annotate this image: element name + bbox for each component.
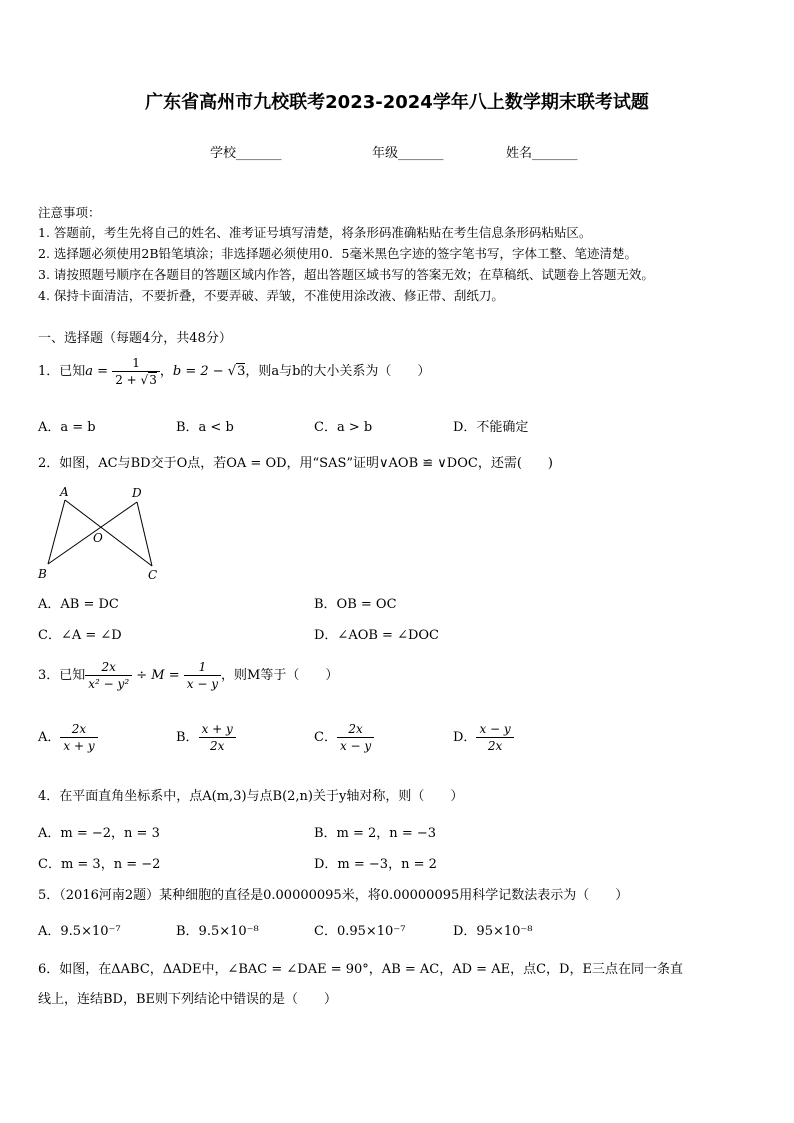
note-item: 2. 选择题必须使用2B铅笔填涂；非选择题必须使用0．5毫米黑色字迹的签字笔书写，字体工整、笔迹清楚。 — [38, 246, 637, 261]
q1-b-expr: b = 2 − — [172, 364, 228, 379]
note-item: 3. 请按照题号顺序在各题目的答题区域内作答，超出答题区域书写的答案无效；在草稿纸、试题卷上答题无效。 — [38, 267, 654, 282]
q3-middle: ÷ M = — [132, 668, 184, 683]
label-a: A — [60, 485, 69, 499]
q3-option-b: B． $\frac{x + y}{2x}$ — [176, 721, 236, 754]
q1-fraction: $\frac{1}{2 + √3}$ — [112, 355, 160, 388]
q4-option-d: D．m = −3，n = 2 — [314, 857, 437, 872]
q1-suffix: ，则a与b的大小关系为（ ） — [245, 364, 431, 379]
question-2: 2．如图，AC与BD交于O点，若OA = OD，用“SAS”证明∨AOB ≌ ∨DOC，还需( ) — [38, 456, 553, 471]
q1-option-a: A．a = b — [38, 420, 96, 435]
question-4: 4．在平面直角坐标系中，点A(m,3)与点B(2,n)关于y轴对称，则（ ） — [38, 789, 464, 804]
q2-option-b: B．OB = OC — [314, 597, 397, 612]
q3-fraction-1: $\frac{2x}{\text{x² − y²}}$ — [85, 659, 132, 692]
q3-fraction-2: $\frac{1}{x - y}$ — [184, 659, 221, 692]
q4-option-c: C．m = 3，n = −2 — [38, 857, 161, 872]
name-field: 姓名_______ — [506, 146, 578, 161]
q2-figure — [36, 482, 166, 582]
question-1: 1．已知a = $\frac{1}{2 + √3}$ ，b = 2 − √3，则a与b的大小关系为（ ） — [38, 356, 431, 387]
q3-suffix: ，则M等于（ ） — [221, 668, 339, 683]
label-d: D — [132, 486, 142, 500]
school-field: 学校_______ — [210, 146, 282, 161]
question-6-line-2: 线上，连结BD，BE则下列结论中错误的是（ ） — [38, 992, 338, 1007]
q1-var-a: a — [85, 364, 94, 379]
note-item: 1. 答题前，考生先将自己的姓名、准考证号填写清楚，将条形码准确粘贴在考生信息条形码粘贴区。 — [38, 225, 592, 240]
q3-option-a: A． $\frac{2x}{x + y}$ — [38, 721, 98, 754]
q4-option-a: A．m = −2，n = 3 — [38, 826, 160, 841]
q1-eq: = — [93, 364, 113, 379]
question-5: 5．（2016河南2题）某种细胞的直径是0.00000095米，将0.00000095用科学记数法表示为（ ） — [38, 888, 629, 903]
note-item: 4. 保持卡面清洁，不要折叠，不要弄破、弄皱，不准使用涂改液、修正带、刮纸刀。 — [38, 288, 504, 303]
q1-option-b: B．a < b — [176, 420, 234, 435]
q3-option-c: C． $\frac{2x}{x - y}$ — [314, 721, 374, 754]
question-3 — [38, 659, 338, 692]
section-heading: 一、选择题（每题4分，共48分） — [38, 331, 232, 346]
label-c: C — [148, 568, 158, 582]
q2-option-c: C．∠A = ∠D — [38, 628, 122, 643]
q4-option-b: B．m = 2，n = −3 — [314, 826, 437, 841]
grade-field: 年级_______ — [372, 146, 444, 161]
q5-option-c: C．0.95×10⁻⁷ — [314, 924, 406, 939]
q5-option-a: A．9.5×10⁻⁷ — [38, 924, 121, 939]
q1-prefix: 1．已知 — [38, 364, 86, 379]
question-6-line-1: 6．如图，在ΔABC，ΔADE中，∠BAC = ∠DAE = 90°，AB = AC，AD = AE，点C，D，E三点在同一条直 — [38, 962, 683, 977]
q3-prefix: 3．已知 — [38, 668, 86, 683]
q5-option-b: B．9.5×10⁻⁸ — [176, 924, 259, 939]
label-b: B — [38, 567, 47, 581]
q1-b-sqrt: 3 — [237, 364, 246, 379]
q3-option-d: D． $\frac{x - y}{2x}$ — [453, 721, 514, 754]
q1-comma: ， — [159, 364, 173, 379]
page-title: 广东省高州市九校联考2023-2024学年八上数学期末联考试题 — [145, 92, 649, 113]
label-o: O — [93, 531, 103, 545]
q5-option-d: D．95×10⁻⁸ — [453, 924, 533, 939]
q1-option-d: D．不能确定 — [453, 420, 529, 435]
notes-heading: 注意事项： — [38, 205, 101, 220]
q1-option-c: C．a > b — [314, 420, 373, 435]
q2-option-d: D．∠AOB = ∠DOC — [314, 628, 439, 643]
q2-option-a: A．AB = DC — [38, 597, 119, 612]
